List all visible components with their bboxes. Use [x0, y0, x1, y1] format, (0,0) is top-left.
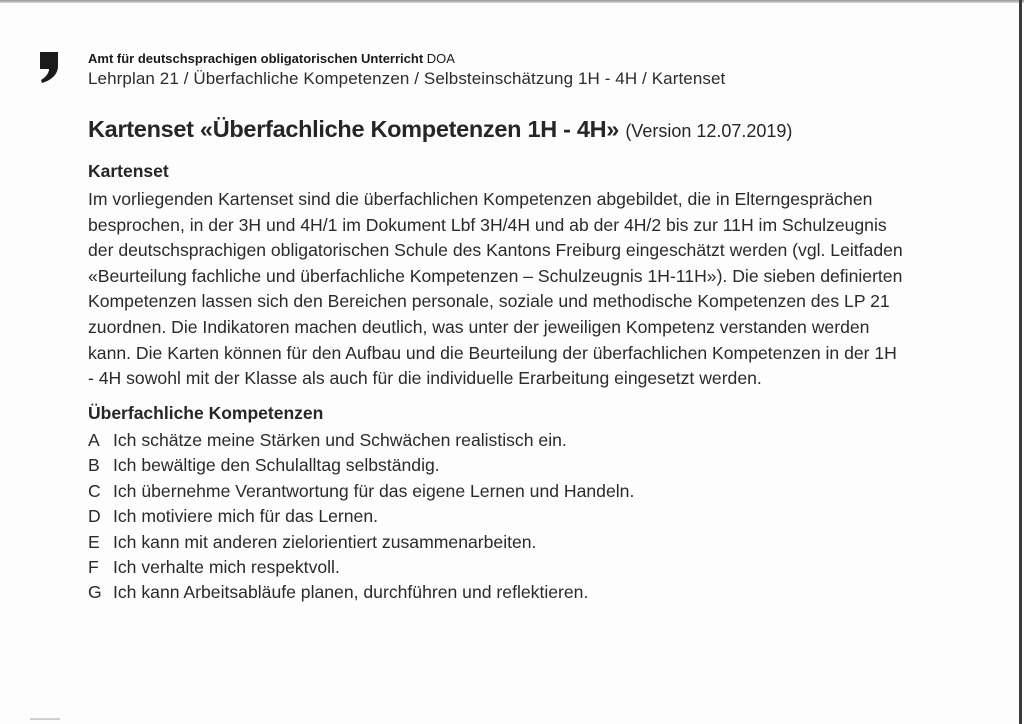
paragraph-line: - 4H sowohl mit der Klasse als auch für die individuelle Erarbeitung eingesetzt werden. [88, 368, 762, 389]
paragraph-line: kann. Die Karten können für den Aufbau und die Beurteilung der überfachlichen Kompetenzen in der 1H [88, 342, 897, 363]
competency-letter: G [88, 582, 102, 603]
competency-item [88, 580, 634, 605]
competency-item [88, 428, 634, 453]
paragraph-line: der deutschsprachigen obligatorischen Schule des Kantons Freiburg eingeschätzt werden (vgl. Leitfaden [88, 240, 903, 261]
competency-letter: A [88, 430, 100, 450]
paragraph-line: «Beurteilung fachliche und überfachliche Kompetenzen – Schulzeugnis 1H-11H»). Die sieben definierten [88, 265, 903, 286]
paragraph-line: besprochen, in der 3H und 4H/1 im Dokument Lbf 3H/4H und ab der 4H/2 bis zur 11H im Schulzeugnis [88, 214, 887, 235]
competency-letter: F [88, 557, 99, 578]
competency-letter: B [88, 455, 100, 476]
comma-logo-icon [36, 50, 62, 84]
section-heading-competencies: Überfachliche Kompetenzen [88, 403, 324, 423]
competency-item [88, 453, 634, 478]
scan-edge-top [0, 0, 1024, 3]
organization-name: Amt für deutschsprachigen obligatorischen Unterricht [88, 51, 424, 66]
page-title [88, 116, 792, 143]
competency-item [88, 504, 634, 529]
competency-letter: E [88, 531, 100, 552]
paragraph-line: zuordnen. Die Indikatoren machen deutlich, was unter der jeweiligen Kompetenz verstanden werden [88, 316, 870, 337]
intro-paragraph [88, 187, 988, 392]
paragraph-line: Im vorliegenden Kartenset sind die überfachlichen Kompetenzen abgebildet, die in Elterngesprächen [88, 189, 873, 209]
scan-mark [30, 718, 60, 720]
competency-item [88, 530, 634, 555]
competency-text: Ich übernehme Verantwortung für das eigene Lernen und Handeln. [113, 480, 635, 501]
competency-text: Ich schätze meine Stärken und Schwächen realistisch ein. [113, 430, 567, 450]
competency-letter: C [88, 480, 101, 501]
section-heading-kartenset: Kartenset [88, 161, 169, 181]
competency-text: Ich motiviere mich für das Lernen. [113, 506, 378, 527]
competency-list [88, 428, 634, 606]
competency-text: Ich kann Arbeitsabläufe planen, durchführen und reflektieren. [113, 582, 589, 603]
organization-abbr: DOA [426, 51, 455, 66]
competency-text: Ich bewältige den Schulalltag selbständig. [113, 455, 440, 476]
competency-text: Ich kann mit anderen zielorientiert zusammenarbeiten. [113, 531, 537, 552]
title-version: (Version 12.07.2019) [625, 121, 793, 141]
competency-text: Ich verhalte mich respektvoll. [113, 557, 340, 578]
paragraph-line: Kompetenzen lassen sich den Bereichen personale, soziale und methodische Kompetenzen des LP 21 [88, 291, 890, 312]
competency-letter: D [88, 506, 101, 527]
organization-line [88, 51, 455, 66]
scan-edge-right [1019, 0, 1022, 724]
competency-item [88, 555, 634, 580]
title-main: Kartenset «Überfachliche Kompetenzen 1H - 4H» [88, 116, 620, 142]
breadcrumb: Lehrplan 21 / Überfachliche Kompetenzen / Selbsteinschätzung 1H - 4H / Kartenset [88, 69, 726, 88]
competency-item [88, 479, 634, 504]
